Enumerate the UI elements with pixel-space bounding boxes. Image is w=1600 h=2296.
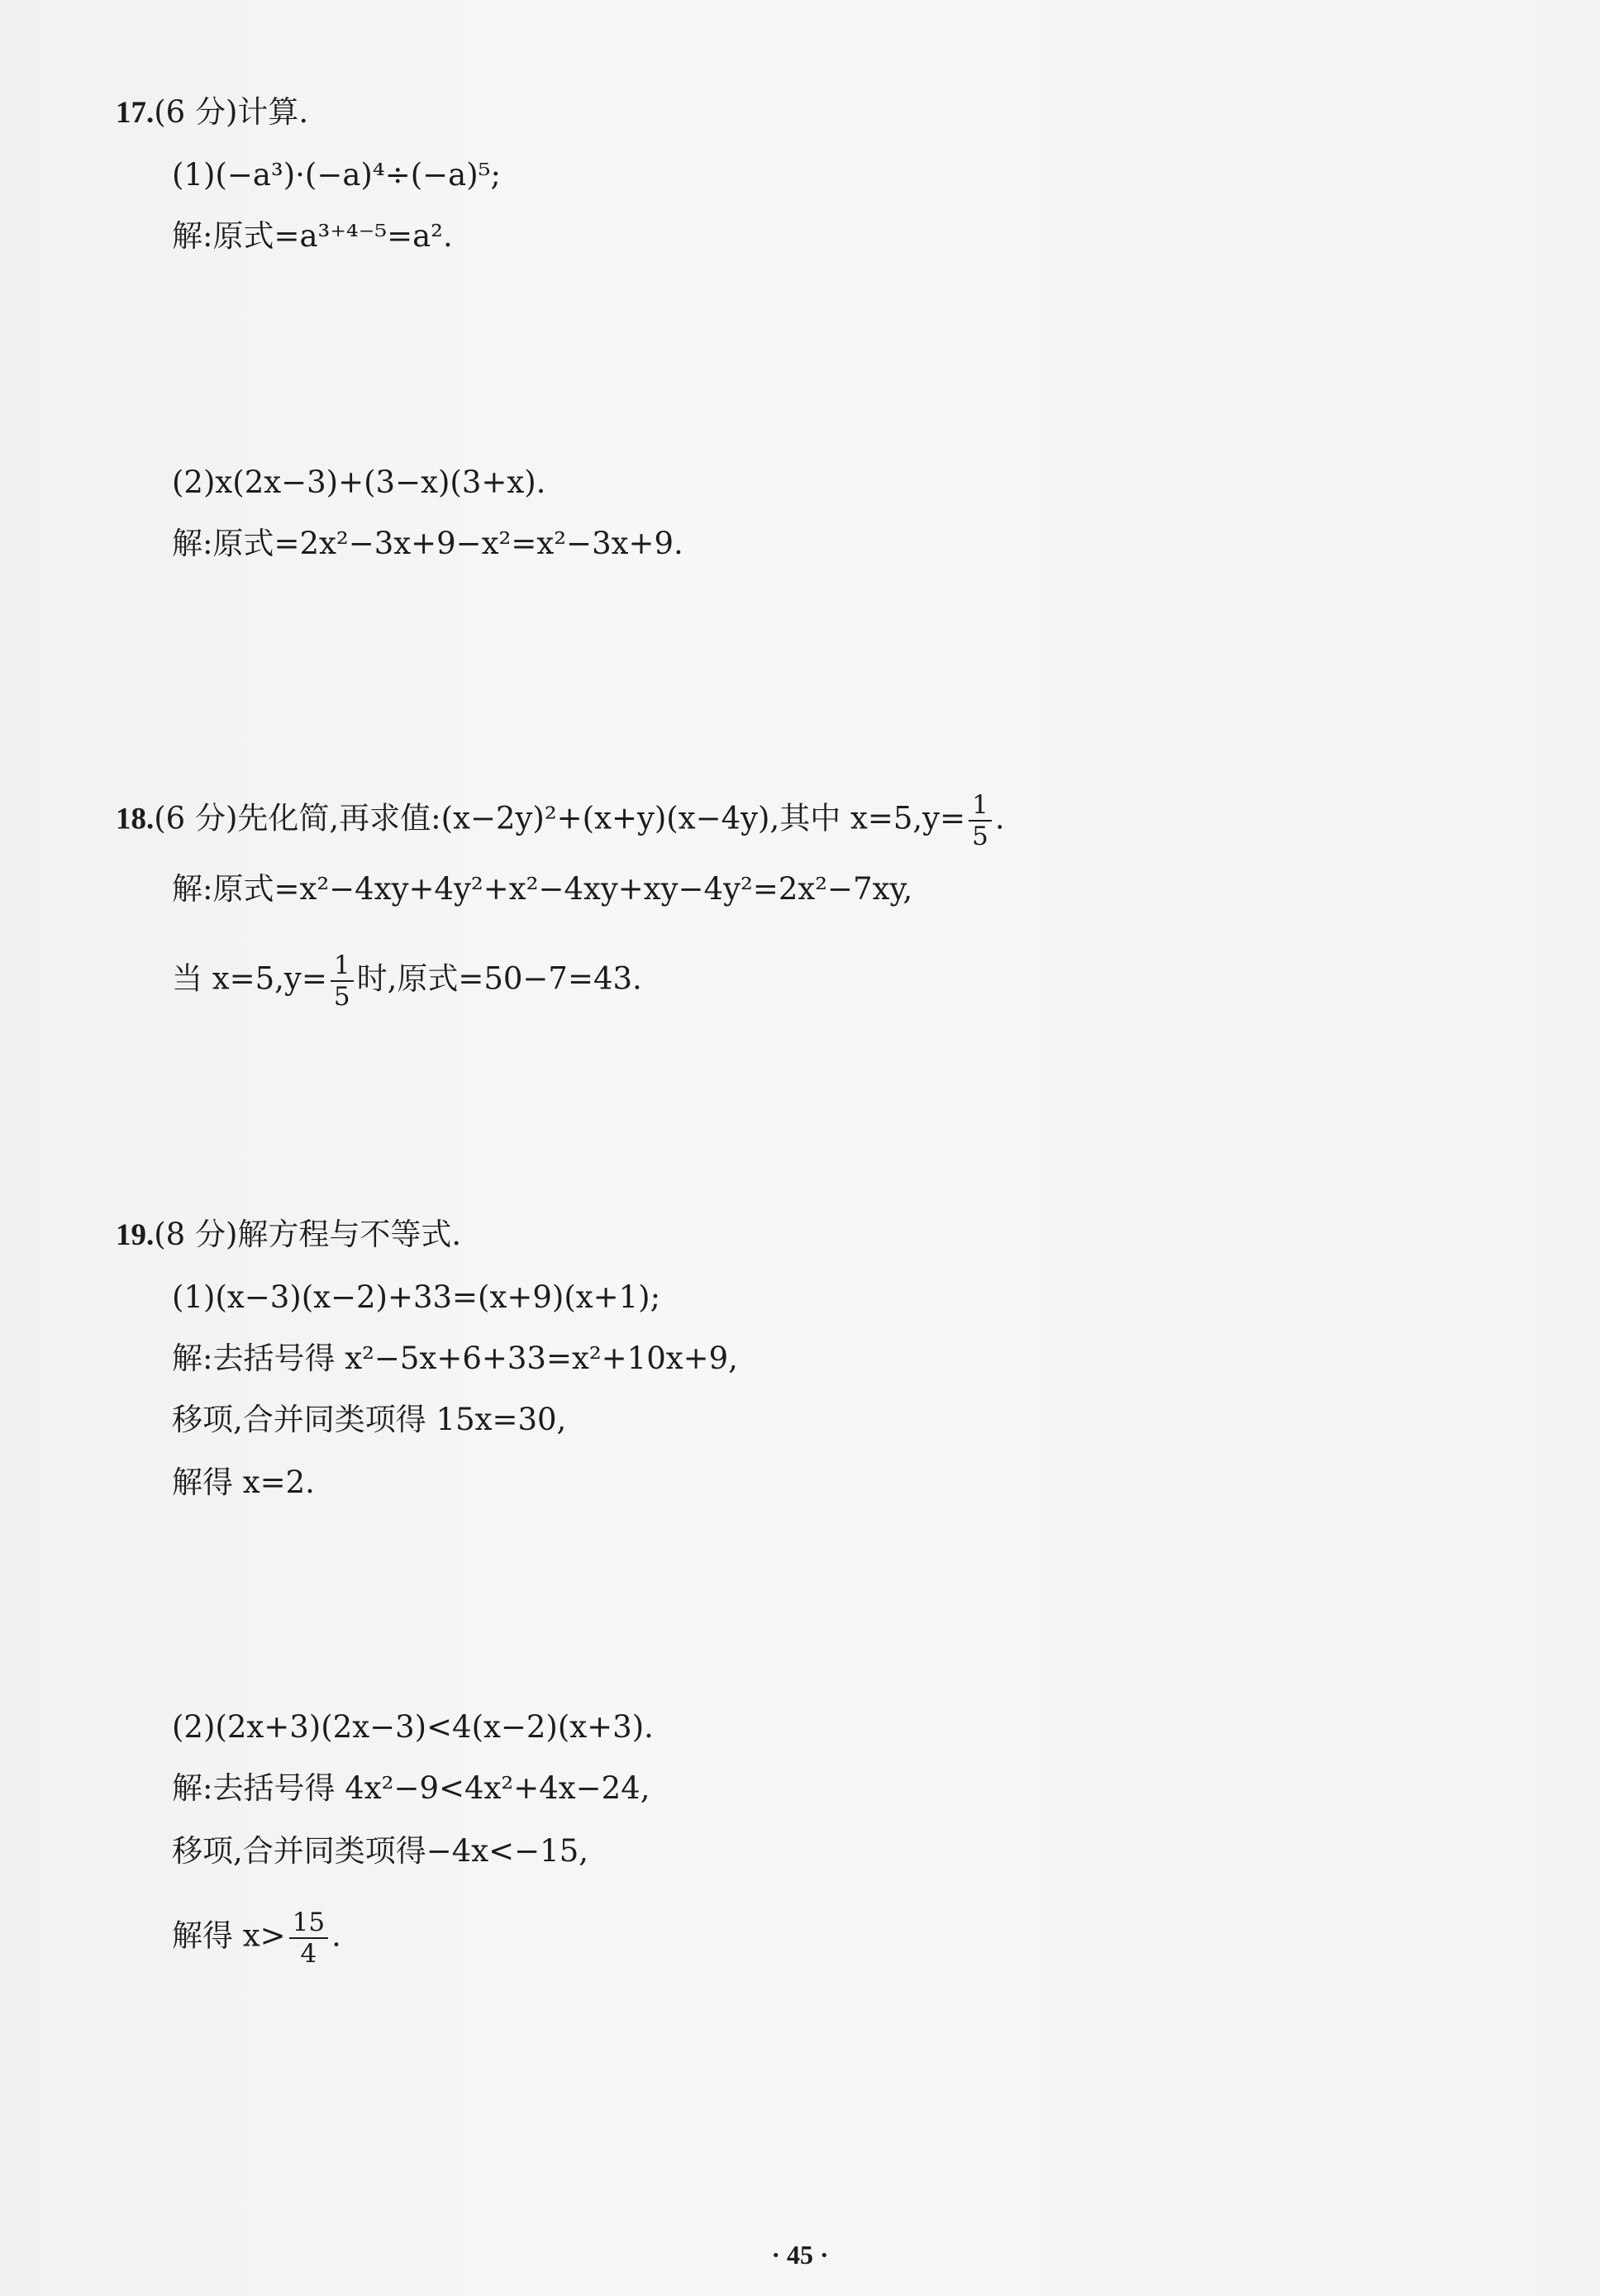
q17-part1-solution: 解:原式=a³⁺⁴⁻⁵=a². <box>172 218 453 254</box>
fraction-numerator: 15 <box>289 1908 328 1939</box>
q19-header <box>116 1215 461 1255</box>
page-number: · 45 · <box>771 2240 829 2270</box>
q19-number: 19. <box>116 1218 155 1252</box>
q19-title: (8 分)解方程与不等式. <box>154 1217 462 1252</box>
q17-header <box>116 93 308 133</box>
q18-sol2-text: 当 x=5,y= <box>172 960 327 997</box>
q19-part1-step2: 移项,合并同类项得 15x=30, <box>172 1402 567 1437</box>
q19-part2-step2: 移项,合并同类项得−4x<−15, <box>172 1833 589 1869</box>
q18-sol2-fraction <box>331 950 354 1012</box>
q19-p2-s3-end: . <box>331 1917 341 1954</box>
q18-header-end: . <box>994 800 1005 836</box>
q17-number: 17. <box>116 96 155 130</box>
q18-title: (6 分)先化简,再求值:(x−2y)²+(x+y)(x−4y),其中 x=5,y= <box>154 800 966 836</box>
q17-part2-solution: 解:原式=2x²−3x+9−x²=x²−3x+9. <box>172 526 683 561</box>
fraction-denominator: 5 <box>333 982 350 1012</box>
q19-part1-problem: (1)(x−3)(x−2)+33=(x+9)(x+1); <box>172 1279 661 1315</box>
q17-title: (6 分)计算. <box>154 94 309 130</box>
q19-part1-step1: 解:去括号得 x²−5x+6+33=x²+10x+9, <box>172 1341 738 1376</box>
q19-part2-problem: (2)(2x+3)(2x−3)<4(x−2)(x+3). <box>172 1709 654 1745</box>
q19-part1-step3: 解得 x=2. <box>172 1465 315 1500</box>
fraction-denominator: 5 <box>972 822 988 851</box>
fraction-numerator: 1 <box>331 950 354 982</box>
q18-header <box>116 790 1005 851</box>
fraction-denominator: 4 <box>300 1939 317 1969</box>
fraction-numerator: 1 <box>969 790 992 822</box>
q19-part2-step1: 解:去括号得 4x²−9<4x²+4x−24, <box>172 1770 650 1806</box>
q18-solution-line1: 解:原式=x²−4xy+4y²+x²−4xy+xy−4y²=2x²−7xy, <box>172 871 913 907</box>
q19-part2-step3 <box>172 1908 341 1969</box>
q18-solution-line2 <box>172 950 642 1012</box>
q18-sol2-result: 时,原式=50−7=43. <box>356 960 642 997</box>
q17-part2-problem: (2)x(2x−3)+(3−x)(3+x). <box>172 464 546 500</box>
q19-p2-s3-text: 解得 x> <box>172 1917 286 1954</box>
q19-p2-fraction <box>289 1908 328 1969</box>
q18-y-fraction <box>969 790 992 851</box>
q18-number: 18. <box>116 802 155 836</box>
q17-part1-problem: (1)(−a³)·(−a)⁴÷(−a)⁵; <box>172 157 501 193</box>
